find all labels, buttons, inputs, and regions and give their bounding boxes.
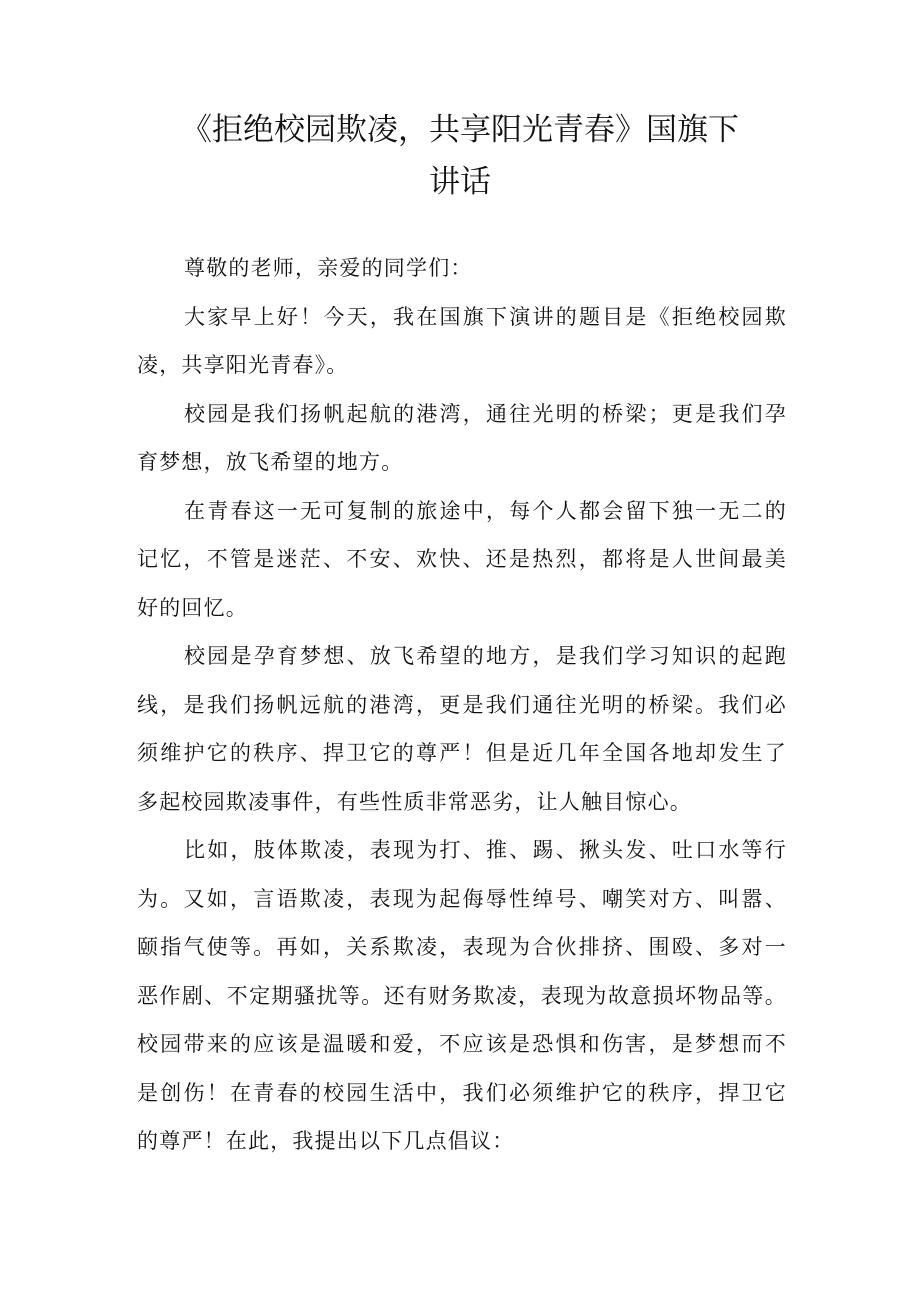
text-line: 比如，肢体欺凌，表现为打、推、踢、揪头发、吐口水等行	[184, 838, 787, 862]
text-line: 好的回忆。	[137, 595, 248, 620]
text-line: 恶作剧、不定期骚扰等。还有财务欺凌，表现为故意损坏物品等。	[137, 983, 787, 1008]
text-line: 大家早上好！今天，我在国旗下演讲的题目是《拒绝校园欺	[184, 304, 787, 329]
text-line: 记忆，不管是迷茫、不安、欢快、还是热烈，都将是人世间最美	[137, 547, 787, 571]
text-line: 须维护它的秩序、捍卫它的尊严！但是近几年全国各地却发生了	[137, 741, 787, 765]
document-title	[100, 104, 820, 208]
document-body	[137, 244, 787, 1166]
text-line: 尊敬的老师，亲爱的同学们：	[184, 256, 473, 280]
text-line: 线，是我们扬帆远航的港湾，更是我们通往光明的桥梁。我们必	[137, 692, 787, 717]
text-line: 多起校园欺凌事件，有些性质非常恶劣，让人触目惊心。	[137, 789, 692, 814]
text-line: 校园是孕育梦想、放飞希望的地方，是我们学习知识的起跑	[184, 644, 787, 668]
text-line: 是创伤！在青春的校园生活中，我们必须维护它的秩序，捍卫它	[137, 1080, 787, 1105]
title-line-2: 讲话	[429, 164, 491, 200]
text-line: 育梦想，放飞希望的地方。	[137, 450, 404, 474]
text-line: 为。又如，言语欺凌，表现为起侮辱性绰号、嘲笑对方、叫嚣、	[137, 886, 787, 911]
text-line: 颐指气使等。再如，关系欺凌，表现为合伙排挤、围殴、多对一	[137, 935, 787, 959]
text-line: 在青春这一无可复制的旅途中，每个人都会留下独一无二的	[184, 498, 787, 523]
text-line: 校园是我们扬帆起航的港湾，通往光明的桥梁；更是我们孕	[184, 401, 787, 426]
text-line: 校园带来的应该是温暖和爱，不应该是恐惧和伤害，是梦想而不	[137, 1032, 787, 1056]
text-line: 凌，共享阳光青春》。	[137, 353, 349, 377]
text-line: 的尊严！在此，我提出以下几点倡议：	[137, 1129, 515, 1153]
title-line-1: 《拒绝校园欺凌，共享阳光青春》国旗下	[181, 112, 739, 148]
